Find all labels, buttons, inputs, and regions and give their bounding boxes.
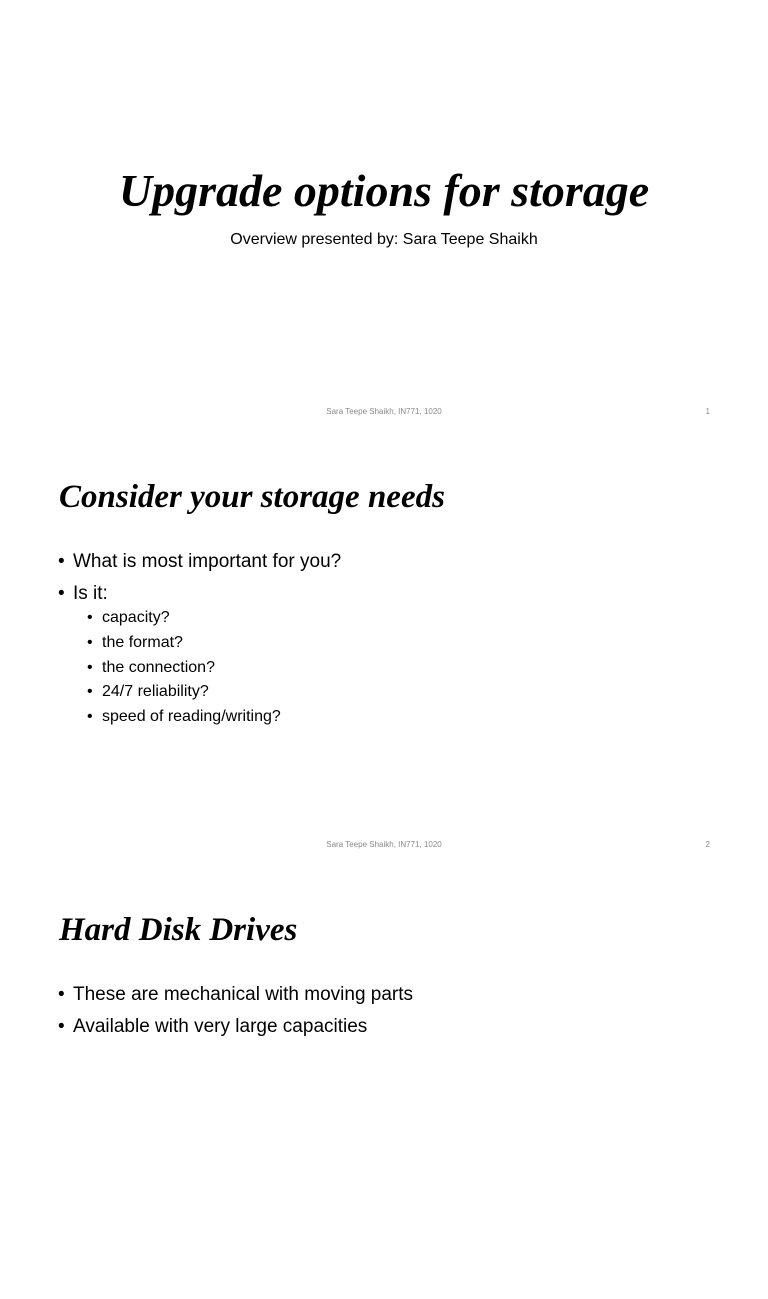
bullet-icon: • [58, 1016, 65, 1037]
bullet-item [58, 550, 341, 574]
sub-bullet-text: capacity? [102, 609, 170, 626]
page-number: 1 [705, 407, 710, 416]
bullet-icon: • [87, 658, 93, 676]
sub-bullet-text: the format? [102, 633, 183, 651]
bullet-icon: • [87, 683, 93, 701]
sub-bullet-item [87, 682, 341, 702]
bullet-icon: • [87, 609, 93, 626]
slide-1 [0, 0, 768, 433]
slide-footer: Sara Teepe Shaikh, IN771, 1020 [326, 840, 442, 849]
bullet-text: Available with very large capacities [73, 1016, 368, 1037]
presentation-title: Upgrade options for storage [118, 165, 650, 216]
sub-bullet-item [87, 633, 341, 653]
bullet-item [58, 983, 413, 1007]
bullet-item [58, 582, 341, 727]
bullet-list [58, 550, 341, 735]
page-number: 2 [705, 840, 710, 849]
bullet-icon: • [87, 633, 93, 651]
slide-title: Consider your storage needs [59, 479, 445, 515]
bullet-item [58, 1015, 413, 1039]
sub-bullet-item [87, 608, 341, 628]
bullet-text: Is it: [73, 583, 108, 604]
bullet-icon: • [58, 551, 65, 572]
sub-bullet-item [87, 658, 341, 678]
sub-bullet-item [87, 707, 341, 727]
bullet-text: What is most important for you? [73, 551, 342, 572]
presentation-subtitle: Overview presented by: Sara Teepe Shaikh [230, 231, 538, 248]
slide-footer: Sara Teepe Shaikh, IN771, 1020 [326, 407, 442, 416]
sub-bullet-text: 24/7 reliability? [102, 683, 209, 701]
sub-bullet-list [58, 608, 341, 727]
sub-bullet-text: the connection? [102, 658, 215, 676]
bullet-icon: • [87, 708, 93, 726]
sub-bullet-text: speed of reading/writing? [102, 708, 281, 726]
bullet-icon: • [58, 984, 65, 1005]
bullet-text: These are mechanical with moving parts [73, 984, 414, 1005]
slide-3 [0, 866, 768, 1299]
bullet-icon: • [58, 583, 65, 604]
bullet-list [58, 983, 413, 1047]
slide-2 [0, 433, 768, 866]
slide-title: Hard Disk Drives [59, 912, 298, 948]
